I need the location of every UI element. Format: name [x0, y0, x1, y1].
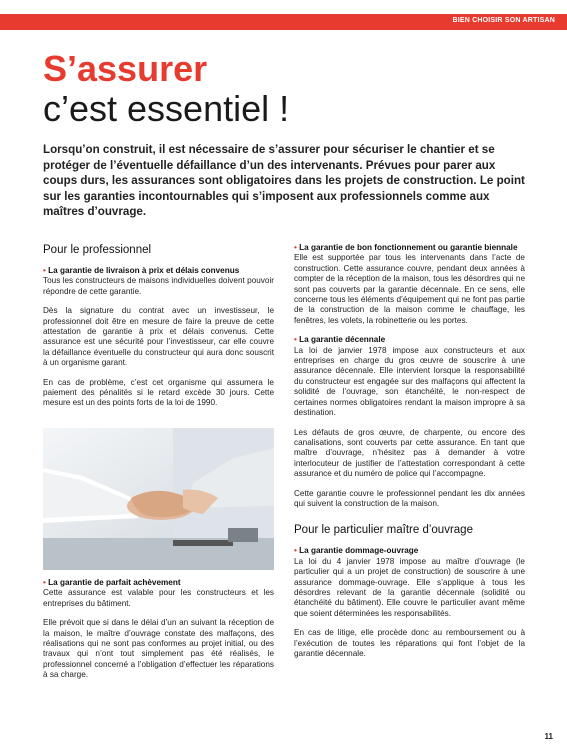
page-title-line1: S’assurer — [43, 48, 208, 89]
paragraph: Dès la signature du contrat avec un investisseur, le professionnel doit être en mesure de faire la preuve de cette attestation de garantie à prix et délais convenus. Cette assurance est une sécurité pour l’investisseur, car elle couvre la défaillance éventuelle du constructeur qui aura donc souscrit à un organisme garant. — [43, 306, 274, 368]
paragraph: En cas de litige, elle procède donc au remboursement ou à l’exécution de toutes les réparations qui font l’objet de la garantie décennale. — [294, 628, 525, 658]
subheading-livraison — [43, 266, 274, 276]
section-heading-professional: Pour le professionnel — [43, 244, 152, 256]
subheading-text: La garantie de bon fonctionnement ou garantie biennale — [299, 243, 518, 252]
paragraph: Cette assurance est valable pour les constructeurs et les entreprises du bâtiment. — [43, 588, 274, 608]
subheading-text: La garantie dommage-ouvrage — [299, 546, 419, 556]
paragraph: La loi de janvier 1978 impose aux constructeurs et aux entreprises en charge du gros œuvre de souscrire à une assurance décennale. Elle intervient lorsque la responsabilité du constructeur est engagée sur des malfaçons qui affectent la solidité de l’ouvrage, son étanchéité, le non-respect de certaines normes obligatoires rendant la maison impropre à sa destination. — [294, 345, 525, 418]
paragraph: Elle est supportée par tous les intervenants dans l’acte de construction. Cette assurance couvre, pendant deux années à compter de la réception de la maison, tous les désordres qui ne sont pas couverts par la garantie décennale. En ce sens, elle concerne tous les éléments d’équipement qui ne font pas partie de la construction de la maison comme le chauffage, les fenêtres, les volets, la robinetterie ou les portes. — [294, 253, 525, 325]
section-label: BIEN CHOISIR SON ARTISAN — [452, 17, 555, 24]
page-number: 11 — [544, 732, 553, 741]
subheading-parfait-achevement — [43, 578, 274, 588]
paragraph: Tous les constructeurs de maisons individuelles doivent pouvoir répondre de cette garantie. — [43, 276, 274, 296]
bullet-icon: • — [294, 546, 300, 556]
paragraph: En cas de problème, c’est cet organisme qui assumera le paiement des pénalités si le retard excède 30 jours. Cette mesure est un des points forts de la loi de 1990. — [43, 377, 274, 408]
left-column — [43, 243, 274, 418]
subheading-text: La garantie décennale — [299, 335, 386, 345]
subheading-biennale — [294, 243, 525, 253]
subheading-text: La garantie de parfait achèvement — [48, 578, 181, 587]
subheading-dommage-ouvrage — [294, 546, 525, 556]
subheading-decennale — [294, 335, 525, 345]
subheading-text: La garantie de livraison à prix et délais convenus — [48, 266, 240, 275]
section-heading-particulier: Pour le particulier maître d’ouvrage — [294, 524, 473, 537]
handshake-photo — [43, 428, 274, 570]
handshake-illustration — [43, 428, 274, 570]
bullet-icon: • — [294, 243, 300, 252]
paragraph: La loi du 4 janvier 1978 impose au maître d’ouvrage (le particulier qui a un projet de construction) de souscrire à une assurance dommage-ouvrage. Elle s’applique à tous les désordres relevant de la garantie décennale (solidité ou étanchéité du bâtiment). Elle couvre le particulier avant même que soient déterminées les responsabilités. — [294, 556, 525, 618]
bullet-icon: • — [43, 578, 49, 587]
paragraph: Cette garantie couvre le professionnel pendant les dix années qui suivent la construction de la maison. — [294, 488, 525, 508]
page-title-line2: c’est essentiel ! — [43, 88, 290, 129]
bullet-icon: • — [294, 335, 300, 345]
left-column-lower — [43, 578, 274, 690]
intro-paragraph: Lorsqu’on construit, il est nécessaire de s’assurer pour sécuriser le chantier et se protéger de l’éventuelle défaillance d’un des intervenants. Prévues pour parer aux coups durs, les assurances sont obligatoires dans les projets de construction. Le point sur les garanties incontournables qui s’imposent aux professionnels comme aux maîtres d’ouvrage. — [43, 143, 525, 219]
right-column — [294, 243, 525, 668]
bullet-icon: • — [43, 266, 49, 275]
section-header-bar — [0, 14, 567, 30]
paragraph: Les défauts de gros œuvre, de charpente, ou encore des canalisations, sont couverts par cette assurance. En tant que maître d’ouvrage, n’hésitez pas à demander à votre interlocuteur de justifier de l’attestation correspondant à cette assurance et du numéro de police qui l’accompagne. — [294, 427, 525, 479]
paragraph: Elle prévoit que si dans le délai d’un an suivant la réception de la maison, le maître d’ouvrage constate des malfaçons, des réalisations qui ne sont pas conformes au projet initial, ou des travaux qui n’ont tout simplement pas été réalisés, le professionnel concerné a l’obligation d’effectuer les réparations à sa charge. — [43, 618, 274, 680]
